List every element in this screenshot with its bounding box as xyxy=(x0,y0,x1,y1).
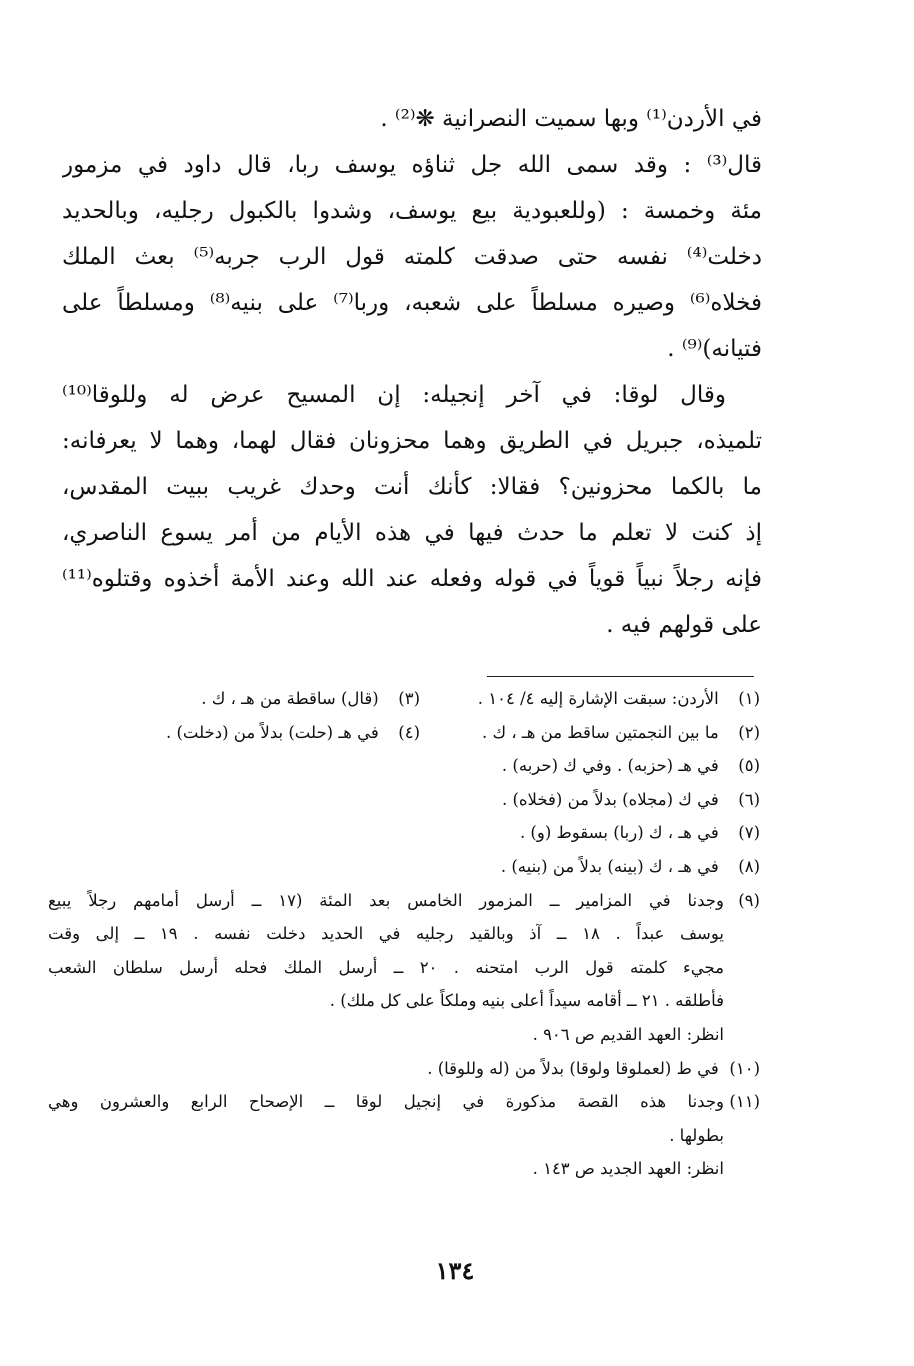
footnote-line: انظر: العهد الجديد ص ١٤٣ . xyxy=(532,1159,724,1179)
footnote-3 xyxy=(80,682,420,716)
page-number: ١٣٤ xyxy=(435,1256,475,1285)
text-line: فإنه رجلاً نبياً قوياً في قوله وفعله عند الله وعند الأمة أخذوه وقتلوه⁽¹¹⁾ xyxy=(62,566,762,592)
footnote-text: في ط (لعملوقا ولوقا) بدلاً من (له وللوقا) . xyxy=(427,1058,719,1078)
text-line: على قولهم فيه . xyxy=(606,612,762,638)
footnote-1 xyxy=(420,682,760,716)
footnote-number: (٦) xyxy=(738,789,760,809)
footnote-text: في هـ (حلت) بدلاً من (دخلت) . xyxy=(165,722,379,742)
footnote-separator xyxy=(487,676,754,677)
footnote-number: (٥) xyxy=(738,756,760,776)
footnote-text: وجدنا هذه القصة مذكورة في إنجيل لوقا ــ الإصحاح الرابع والعشرون وهي xyxy=(48,1092,724,1112)
footnote-9 xyxy=(48,884,760,1052)
footnote-6 xyxy=(48,783,760,817)
footnote-text: الأردن: سبقت الإشارة إليه ٤/ ١٠٤ . xyxy=(477,689,719,708)
main-text xyxy=(62,96,762,648)
footnote-row xyxy=(48,716,760,750)
footnote-text: في هـ ، ك (بينه) بدلاً من (بنيه) . xyxy=(500,856,719,876)
footnotes xyxy=(48,682,760,1186)
footnote-2 xyxy=(420,716,760,750)
footnote-4 xyxy=(80,716,420,750)
footnote-text: ما بين النجمتين ساقط من هـ ، ك . xyxy=(481,722,719,742)
footnote-number: (١) xyxy=(738,689,760,708)
footnote-line: مجيء كلمته قول الرب امتحنه . ٢٠ ــ أرسل الملك فحله أرسل سلطان الشعب xyxy=(48,957,724,977)
footnote-number: (٩) xyxy=(738,890,760,910)
footnote-number: (١٠) xyxy=(729,1058,760,1078)
text-line: ما بالكما محزونين؟ فقالا: كأنك أنت وحدك غريب ببيت المقدس، xyxy=(62,474,762,500)
footnote-line: بطولها . xyxy=(669,1125,724,1145)
text-line: دخلت⁽⁴⁾ نفسه حتى صدقت كلمته قول الرب جربه⁽⁵⁾ بعث الملك xyxy=(62,244,762,270)
footnote-7 xyxy=(48,816,760,850)
text-line: في الأردن⁽¹⁾ وبها سميت النصرانية ❋⁽²⁾ . xyxy=(380,106,762,132)
text-line: فخلاه⁽⁶⁾ وصيره مسلطاً على شعبه، وربا⁽⁷⁾ على بنيه⁽⁸⁾ ومسلطاً على xyxy=(62,290,762,316)
footnote-8 xyxy=(48,850,760,884)
footnote-number: (٤) xyxy=(398,722,420,742)
footnote-10 xyxy=(48,1052,760,1086)
text-line: مئة وخمسة : (وللعبودية بيع يوسف، وشدوا بالكبول رجليه، وبالحديد xyxy=(62,198,762,224)
text-line: تلميذه، جبريل في الطريق وهما محزونان فقال لهما، وهما لا يعرفانه: xyxy=(62,428,762,454)
text-line: فتيانه)⁽⁹⁾ . xyxy=(667,336,762,362)
footnote-line: فأطلقه . ٢١ ــ أقامه سيداً أعلى بنيه وملكاً على كل ملك) . xyxy=(329,991,724,1011)
footnote-number: (١١) xyxy=(729,1092,760,1112)
footnote-number: (٢) xyxy=(738,722,760,742)
footnote-number: (٨) xyxy=(738,856,760,876)
footnote-11 xyxy=(48,1085,760,1186)
footnote-text: في هـ (حزبه) . وفي ك (حربه) . xyxy=(501,756,719,776)
footnote-text: (قال) ساقطة من هـ ، ك . xyxy=(201,689,379,708)
text-line: قال⁽³⁾ : وقد سمى الله جل ثناؤه يوسف ربا، قال داود في مزمور xyxy=(62,152,762,178)
footnote-row xyxy=(48,682,760,716)
footnote-number: (٣) xyxy=(398,689,420,708)
footnote-line: يوسف عبداً . ١٨ ــ آذ وبالقيد رجليه في الحديد دخلت نفسه . ١٩ ــ إلى وقت xyxy=(48,924,724,944)
footnote-text: في هـ ، ك (ربا) بسقوط (و) . xyxy=(519,823,719,843)
footnote-5 xyxy=(48,749,760,783)
text-line: إذ كنت لا تعلم ما حدث فيها في هذه الأيام من أمر يسوع الناصري، xyxy=(62,520,762,546)
footnote-line xyxy=(48,1085,760,1119)
footnote-line: انظر: العهد القديم ص ٩٠٦ . xyxy=(532,1024,724,1044)
footnote-text: في ك (مجلاه) بدلاً من (فخلاه) . xyxy=(501,789,719,809)
footnote-number: (٧) xyxy=(738,823,760,843)
text-line: وقال لوقا: في آخر إنجيله: إن المسيح عرض له وللوقا⁽¹⁰⁾ xyxy=(62,382,726,408)
footnote-text: وجدنا في المزامير ــ المزمور الخامس بعد المئة (١٧ ــ أرسل أمامهم رجلاً يبيع xyxy=(48,890,724,910)
footnote-line xyxy=(48,884,760,918)
